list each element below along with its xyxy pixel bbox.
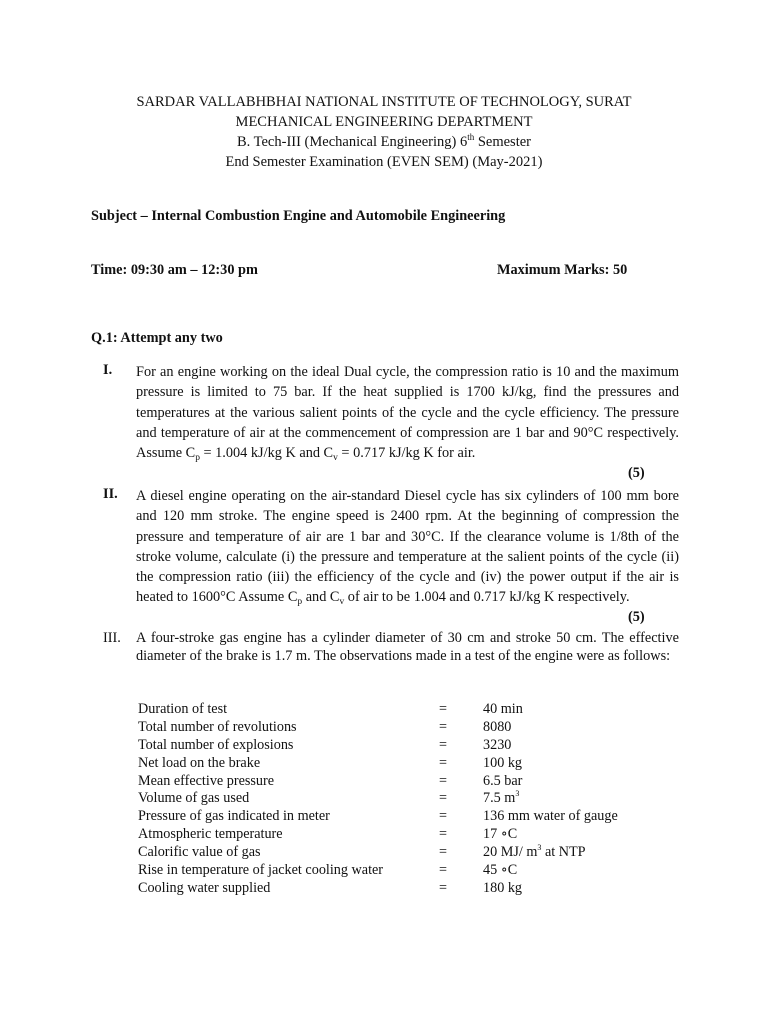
exam-title: End Semester Examination (EVEN SEM) (May-2021)	[225, 154, 543, 170]
equals-sign: =	[439, 808, 448, 825]
maximum-marks: Maximum Marks: 50	[497, 262, 628, 278]
subject-line: Subject – Internal Combustion Engine and Automobile Engineering	[91, 208, 506, 224]
observation-value: 136 mm water of gauge	[483, 808, 618, 825]
observation-row	[138, 826, 678, 844]
institute-name: SARDAR VALLABHBHAI NATIONAL INSTITUTE OF TECHNOLOGY, SURAT	[136, 94, 632, 110]
observation-label: Volume of gas used	[138, 790, 250, 807]
cp-subscript: p	[195, 453, 200, 464]
observation-row	[138, 844, 678, 862]
observation-row	[138, 773, 678, 791]
equals-sign: =	[439, 736, 448, 753]
equals-sign: =	[439, 844, 448, 861]
observation-row	[138, 808, 678, 826]
value-main: 20 MJ/ m	[483, 844, 538, 861]
observation-row	[138, 701, 678, 719]
equals-sign: =	[439, 790, 448, 807]
program-suffix: Semester	[474, 134, 531, 150]
equals-sign: =	[439, 879, 448, 896]
observation-row	[138, 755, 678, 773]
observation-label: Total number of explosions	[138, 736, 294, 753]
observation-value: 3230	[483, 736, 512, 753]
cv-subscript: v	[339, 597, 345, 608]
part-text	[136, 362, 679, 463]
observation-label: Rise in temperature of jacket cooling water	[138, 862, 384, 879]
equals-sign: =	[439, 772, 448, 789]
part-text	[136, 486, 679, 608]
observation-label: Atmospheric temperature	[138, 826, 283, 843]
observation-label: Pressure of gas indicated in meter	[138, 808, 330, 825]
department-name: MECHANICAL ENGINEERING DEPARTMENT	[235, 114, 533, 130]
part-number: II.	[103, 486, 118, 502]
part-text-c: = 0.717 kJ/kg K for air.	[337, 445, 476, 462]
observation-value: 17 ∘C	[483, 826, 518, 843]
exam-time: Time: 09:30 am – 12:30 pm	[91, 262, 258, 278]
value-main: 7.5 m	[483, 790, 516, 807]
observation-row	[138, 737, 678, 755]
equals-sign: =	[439, 862, 448, 879]
observation-value: 100 kg	[483, 754, 523, 771]
equals-sign: =	[439, 754, 448, 771]
part-marks: (5)	[628, 609, 645, 625]
program-prefix: B. Tech-III (Mechanical Engineering) 6	[236, 134, 468, 150]
cv-subscript: v	[333, 453, 338, 464]
part-text-a: For an engine working on the ideal Dual cycle, the compression ratio is 10 and the maximum pressure is limited to 75 bar. If the heat supplied is 1700 kJ/kg, find the pressures and temperatures at the various salient points of the cycle and the cycle efficiency. The pressure and temperature of air at the commencement of compression are 1 bar and 90°C respectively. Assume C	[136, 364, 679, 462]
program-line	[0, 132, 768, 152]
part-number: III.	[103, 630, 121, 646]
observations-table	[138, 701, 678, 898]
equals-sign: =	[439, 826, 448, 843]
observation-label: Net load on the brake	[138, 754, 261, 771]
program-sup: th	[467, 132, 475, 142]
equals-sign: =	[439, 718, 448, 735]
observation-label: Cooling water supplied	[138, 879, 271, 896]
observation-value: 6.5 bar	[483, 772, 523, 789]
observation-label: Mean effective pressure	[138, 772, 275, 789]
value-after: at NTP	[541, 844, 586, 861]
cp-subscript: p	[297, 597, 303, 608]
observation-row	[138, 880, 678, 898]
exam-header	[0, 92, 768, 172]
observation-value: 45 ∘C	[483, 862, 518, 879]
observation-value: 8080	[483, 718, 512, 735]
observation-value: 180 kg	[483, 879, 523, 896]
unit-superscript: 3	[537, 843, 542, 853]
question-heading: Q.1: Attempt any two	[91, 330, 223, 346]
equals-sign: =	[439, 701, 448, 717]
observation-label: Calorific value of gas	[138, 844, 261, 861]
part-marks: (5)	[628, 465, 645, 481]
part-text-b: and C	[302, 589, 340, 606]
observation-label: Total number of revolutions	[138, 718, 297, 735]
part-text-a: A diesel engine operating on the air-standard Diesel cycle has six cylinders of 100 mm bore and 120 mm stroke. The engine speed is 2400 rpm. At the beginning of compression the pressure and temperature of air are 1 bar and 30°C. If the clearance volume is 1/8th of the stroke volume, calculate (i) the pressure and temperature at the salient points of the cycle (ii) the compression ratio (iii) the efficiency of the cycle and (iv) the power output if the air is heated to 1600°C Assume C	[136, 488, 679, 606]
observation-value	[483, 790, 519, 808]
part-text: A four-stroke gas engine has a cylinder diameter of 30 cm and stroke 50 cm. The effective diameter of the brake is 1.7 m. The observations made in a test of the engine were as follows:	[136, 630, 679, 664]
observation-value: 40 min	[483, 701, 523, 717]
observation-row	[138, 790, 678, 808]
observation-value	[483, 844, 586, 862]
observation-label: Duration of test	[138, 701, 228, 717]
part-number: I.	[103, 362, 113, 378]
unit-superscript: 3	[515, 789, 520, 799]
observation-row	[138, 862, 678, 880]
part-text-c: of air to be 1.004 and 0.717 kJ/kg K respectively.	[344, 589, 630, 606]
part-text-b: = 1.004 kJ/kg K and C	[199, 445, 334, 462]
observation-row	[138, 719, 678, 737]
